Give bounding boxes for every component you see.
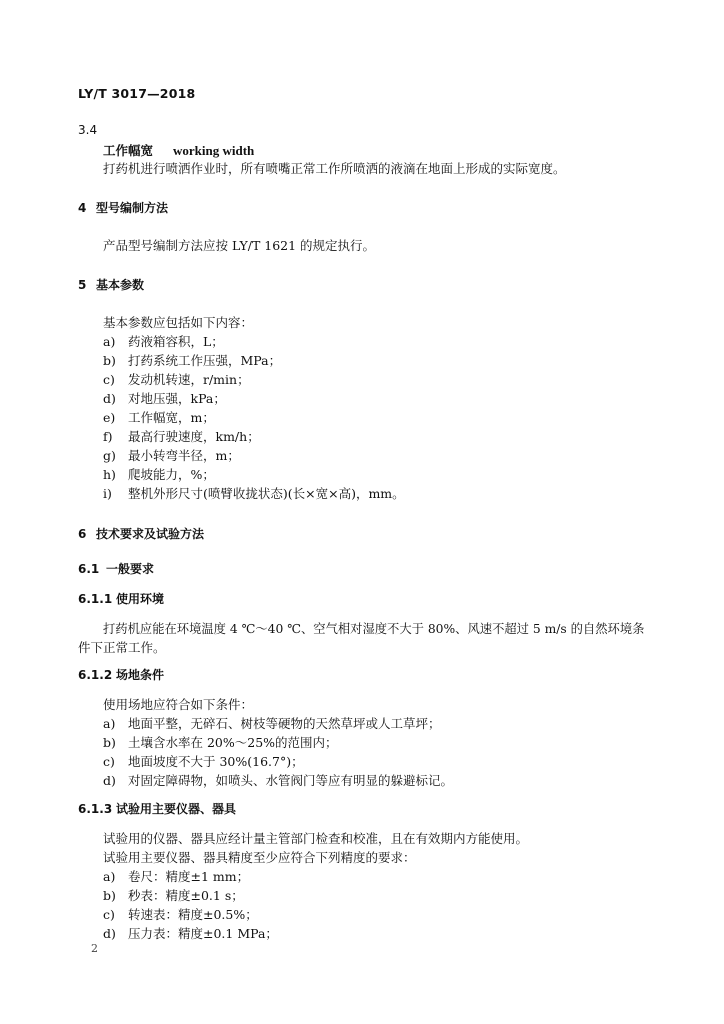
section-title: 试验用主要仪器、器具 [116, 802, 237, 816]
section-number: 6.1 [78, 562, 100, 576]
list-item: d) 对固定障碍物，如喷头、水管阀门等应有明显的躲避标记。 [103, 773, 454, 788]
list-item: d) 压力表：精度±0.1 MPa； [103, 926, 278, 941]
section-number: 6 [78, 527, 87, 541]
section-heading-6-1-3 [78, 800, 236, 817]
section-number: 6.1.2 [78, 668, 113, 682]
section-title: 型号编制方法 [96, 201, 169, 215]
term-entry [103, 141, 254, 159]
section-number: 6.1.3 [78, 802, 113, 816]
paragraph-line: 件下正常工作。 [78, 640, 166, 655]
paragraph: 试验用主要仪器、器具精度至少应符合下列精度的要求： [103, 850, 416, 865]
clause-number-3-4: 3.4 [78, 123, 98, 137]
list-item: c) 转速表：精度±0.5%； [103, 907, 258, 922]
list-item: b) 土壤含水率在 20%～25%的范围内； [103, 735, 338, 750]
list-item: c) 发动机转速，r/min； [103, 372, 250, 387]
section-heading-6-1-1 [78, 590, 164, 607]
list-item: f) 最高行驶速度，km/h； [103, 429, 260, 444]
list-item: c) 地面坡度不大于 30%(16.7°)； [103, 754, 304, 769]
list-item: i) 整机外形尺寸(喷臂收拢状态)(长×宽×高)，mm。 [103, 486, 405, 501]
page-number: 2 [91, 942, 98, 955]
paragraph: 使用场地应符合如下条件： [103, 697, 254, 712]
section-number: 6.1.1 [78, 592, 113, 606]
section-heading-6-1 [78, 560, 154, 577]
paragraph-line: 打药机应能在环境温度 4 ℃～40 ℃、空气相对湿度不大于 80%、风速不超过 5 m/s 的自然环境条 [103, 622, 645, 636]
section-title: 技术要求及试验方法 [96, 527, 205, 541]
section-heading-6 [78, 525, 204, 542]
section-heading-6-1-2 [78, 666, 164, 683]
paragraph: 基本参数应包括如下内容： [103, 315, 254, 330]
list-item: h) 爬坡能力，%； [103, 467, 215, 482]
section-title: 基本参数 [96, 278, 145, 292]
term-definition: 打药机进行喷洒作业时，所有喷嘴正常工作所喷洒的液滴在地面上形成的实际宽度。 [103, 161, 566, 176]
term-english: working width [173, 143, 255, 158]
section-number: 4 [78, 201, 87, 215]
section-title: 使用环境 [116, 592, 165, 606]
list-item: d) 对地压强，kPa； [103, 391, 226, 406]
list-item: e) 工作幅宽，m； [103, 410, 215, 425]
list-item: a) 地面平整，无碎石、树枝等硬物的天然草坪或人工草坪； [103, 716, 441, 731]
paragraph: 试验用的仪器、器具应经计量主管部门检查和校准，且在有效期内方能使用。 [103, 831, 529, 846]
section-heading-5 [78, 276, 144, 293]
section-title: 场地条件 [116, 668, 165, 682]
paragraph: 产品型号编制方法应按 LY/T 1621 的规定执行。 [103, 238, 376, 253]
list-item: a) 卷尺：精度±1 mm； [103, 869, 250, 884]
list-item: b) 秒表：精度±0.1 s； [103, 888, 244, 903]
term-chinese: 工作幅宽 [103, 143, 154, 158]
standard-code: LY/T 3017—2018 [78, 86, 196, 101]
list-item: a) 药液箱容积，L； [103, 334, 224, 349]
section-heading-4 [78, 199, 168, 216]
list-item: b) 打药系统工作压强，MPa； [103, 353, 282, 368]
list-item: g) 最小转弯半径，m； [103, 448, 240, 463]
section-number: 5 [78, 278, 87, 292]
section-title: 一般要求 [106, 562, 155, 576]
